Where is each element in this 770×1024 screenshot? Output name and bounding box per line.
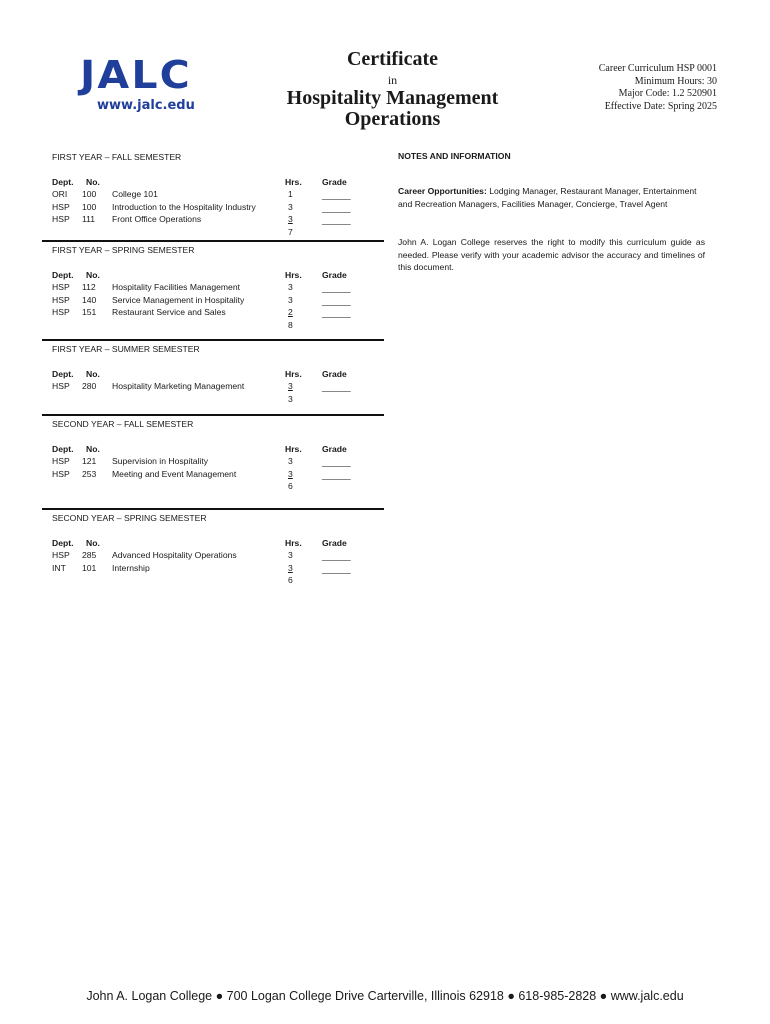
grade-blank[interactable]: ______ (322, 563, 351, 574)
course-dept: HSP (52, 214, 70, 225)
course-no: 253 (82, 468, 97, 479)
course-name: Introduction to the Hospitality Industry (112, 201, 256, 212)
column-header-hrs: Hrs. (285, 538, 302, 548)
grade-blank[interactable]: ______ (322, 215, 351, 226)
curriculum-meta (599, 63, 717, 113)
course-hrs: 3 (288, 294, 293, 305)
course-no: 100 (82, 189, 97, 200)
course-no: 121 (82, 456, 97, 467)
column-header-no: No. (86, 538, 100, 548)
column-header-no: No. (86, 270, 100, 280)
title-line-4: Operations (344, 108, 441, 130)
column-header-no: No. (86, 444, 100, 454)
column-header-dept: Dept. (52, 444, 74, 454)
semester-title: SECOND YEAR – FALL SEMESTER (52, 419, 194, 429)
grade-blank[interactable]: ______ (322, 382, 351, 393)
semester-total-hours: 3 (288, 393, 293, 404)
course-name: Restaurant Service and Sales (112, 307, 226, 318)
course-name: Front Office Operations (112, 214, 202, 225)
column-header-grade: Grade (322, 369, 347, 379)
career-opportunities (398, 185, 705, 210)
column-header-grade: Grade (322, 444, 347, 454)
grade-blank[interactable]: ______ (322, 551, 351, 562)
course-dept: HSP (52, 201, 70, 212)
course-no: 100 (82, 201, 97, 212)
course-dept: ORI (52, 189, 68, 200)
course-dept: HSP (52, 282, 70, 293)
course-dept: HSP (52, 294, 70, 305)
course-hrs: 3 (288, 562, 293, 573)
column-header-grade: Grade (322, 270, 347, 280)
column-header-hrs: Hrs. (285, 369, 302, 379)
meta-curriculum: Career Curriculum HSP 0001 (598, 63, 717, 74)
course-no: 140 (82, 294, 97, 305)
column-header-hrs: Hrs. (285, 177, 302, 187)
course-no: 280 (82, 381, 97, 392)
meta-major-code: Major Code: 1.2 520901 (618, 88, 717, 99)
career-label: Career Opportunities: (398, 186, 487, 196)
course-hrs: 3 (288, 456, 293, 467)
footer: John A. Logan College ● 700 Logan College Drive Carterville, Illinois 62918 ● 618-985-2828 ● www.jalc.edu (86, 989, 684, 1003)
logo-wordmark: JALC (80, 53, 192, 97)
grade-blank[interactable]: ______ (322, 308, 351, 319)
notes-title: NOTES AND INFORMATION (398, 151, 511, 161)
title-line-2: in (387, 73, 398, 87)
course-hrs: 2 (288, 307, 293, 318)
semester-title: FIRST YEAR – FALL SEMESTER (52, 152, 182, 162)
course-no: 112 (82, 282, 96, 293)
course-hrs: 3 (288, 550, 293, 561)
course-hrs: 3 (288, 201, 293, 212)
disclaimer: John A. Logan College reserves the right to modify this curriculum guide as needed. Please verify with your academic advisor the accuracy and timelines of this document. (398, 237, 705, 273)
page-title (270, 46, 515, 130)
column-header-no: No. (86, 177, 100, 187)
column-header-dept: Dept. (52, 538, 74, 548)
course-hrs: 1 (288, 189, 293, 200)
course-name: Meeting and Event Management (112, 468, 237, 479)
semester-divider (42, 508, 384, 510)
grade-blank[interactable]: ______ (322, 202, 351, 213)
title-line-1: Certificate (346, 48, 439, 70)
semester-title: SECOND YEAR – SPRING SEMESTER (52, 513, 207, 523)
course-no: 101 (82, 562, 97, 573)
column-header-hrs: Hrs. (285, 444, 302, 454)
semester-total-hours: 8 (288, 319, 293, 330)
meta-effective-date: Effective Date: Spring 2025 (604, 100, 717, 112)
semester-title: FIRST YEAR – SUMMER SEMESTER (52, 344, 200, 354)
semester-total-hours: 6 (288, 481, 293, 492)
course-name: Advanced Hospitality Operations (112, 550, 237, 561)
logo-url: www.jalc.edu (97, 98, 195, 113)
course-dept: HSP (52, 468, 70, 479)
course-dept: HSP (52, 307, 70, 318)
semester-divider (42, 414, 384, 416)
course-no: 151 (82, 307, 97, 318)
title-line-3: Hospitality Management (286, 87, 499, 109)
course-name: College 101 (112, 189, 158, 200)
course-name: Service Management in Hospitality (112, 294, 245, 305)
column-header-dept: Dept. (52, 177, 74, 187)
career-text: Lodging Manager, Restaurant Manager, Entertainment and Recreation Managers, Facilities Manager, Concierge, Travel Agent (398, 186, 697, 209)
jalc-logo (80, 53, 205, 113)
semester-divider (42, 339, 384, 341)
column-header-grade: Grade (322, 177, 347, 187)
course-hrs: 3 (288, 282, 293, 293)
course-name: Supervision in Hospitality (112, 456, 209, 467)
course-dept: HSP (52, 550, 70, 561)
semester-total-hours: 7 (288, 226, 293, 237)
course-hrs: 3 (288, 381, 293, 392)
course-dept: INT (52, 562, 66, 573)
semester-total-hours: 6 (288, 575, 293, 586)
column-header-hrs: Hrs. (285, 270, 302, 280)
course-name: Hospitality Marketing Management (112, 381, 245, 392)
course-no: 285 (82, 550, 97, 561)
meta-hours: Minimum Hours: 30 (634, 75, 717, 87)
semester-title: FIRST YEAR – SPRING SEMESTER (52, 245, 195, 255)
grade-blank[interactable]: ______ (322, 283, 351, 294)
course-no: 111 (82, 214, 96, 225)
grade-blank[interactable]: ______ (322, 190, 351, 201)
column-header-dept: Dept. (52, 270, 74, 280)
grade-blank[interactable]: ______ (322, 469, 351, 480)
course-name: Internship (112, 562, 150, 573)
grade-blank[interactable]: ______ (322, 457, 351, 468)
column-header-dept: Dept. (52, 369, 74, 379)
grade-blank[interactable]: ______ (322, 295, 351, 306)
course-name: Hospitality Facilities Management (112, 282, 241, 293)
course-dept: HSP (52, 381, 70, 392)
course-hrs: 3 (288, 468, 293, 479)
column-header-grade: Grade (322, 538, 347, 548)
column-header-no: No. (86, 369, 100, 379)
semester-divider (42, 240, 384, 242)
course-hrs: 3 (288, 214, 293, 225)
course-dept: HSP (52, 456, 70, 467)
